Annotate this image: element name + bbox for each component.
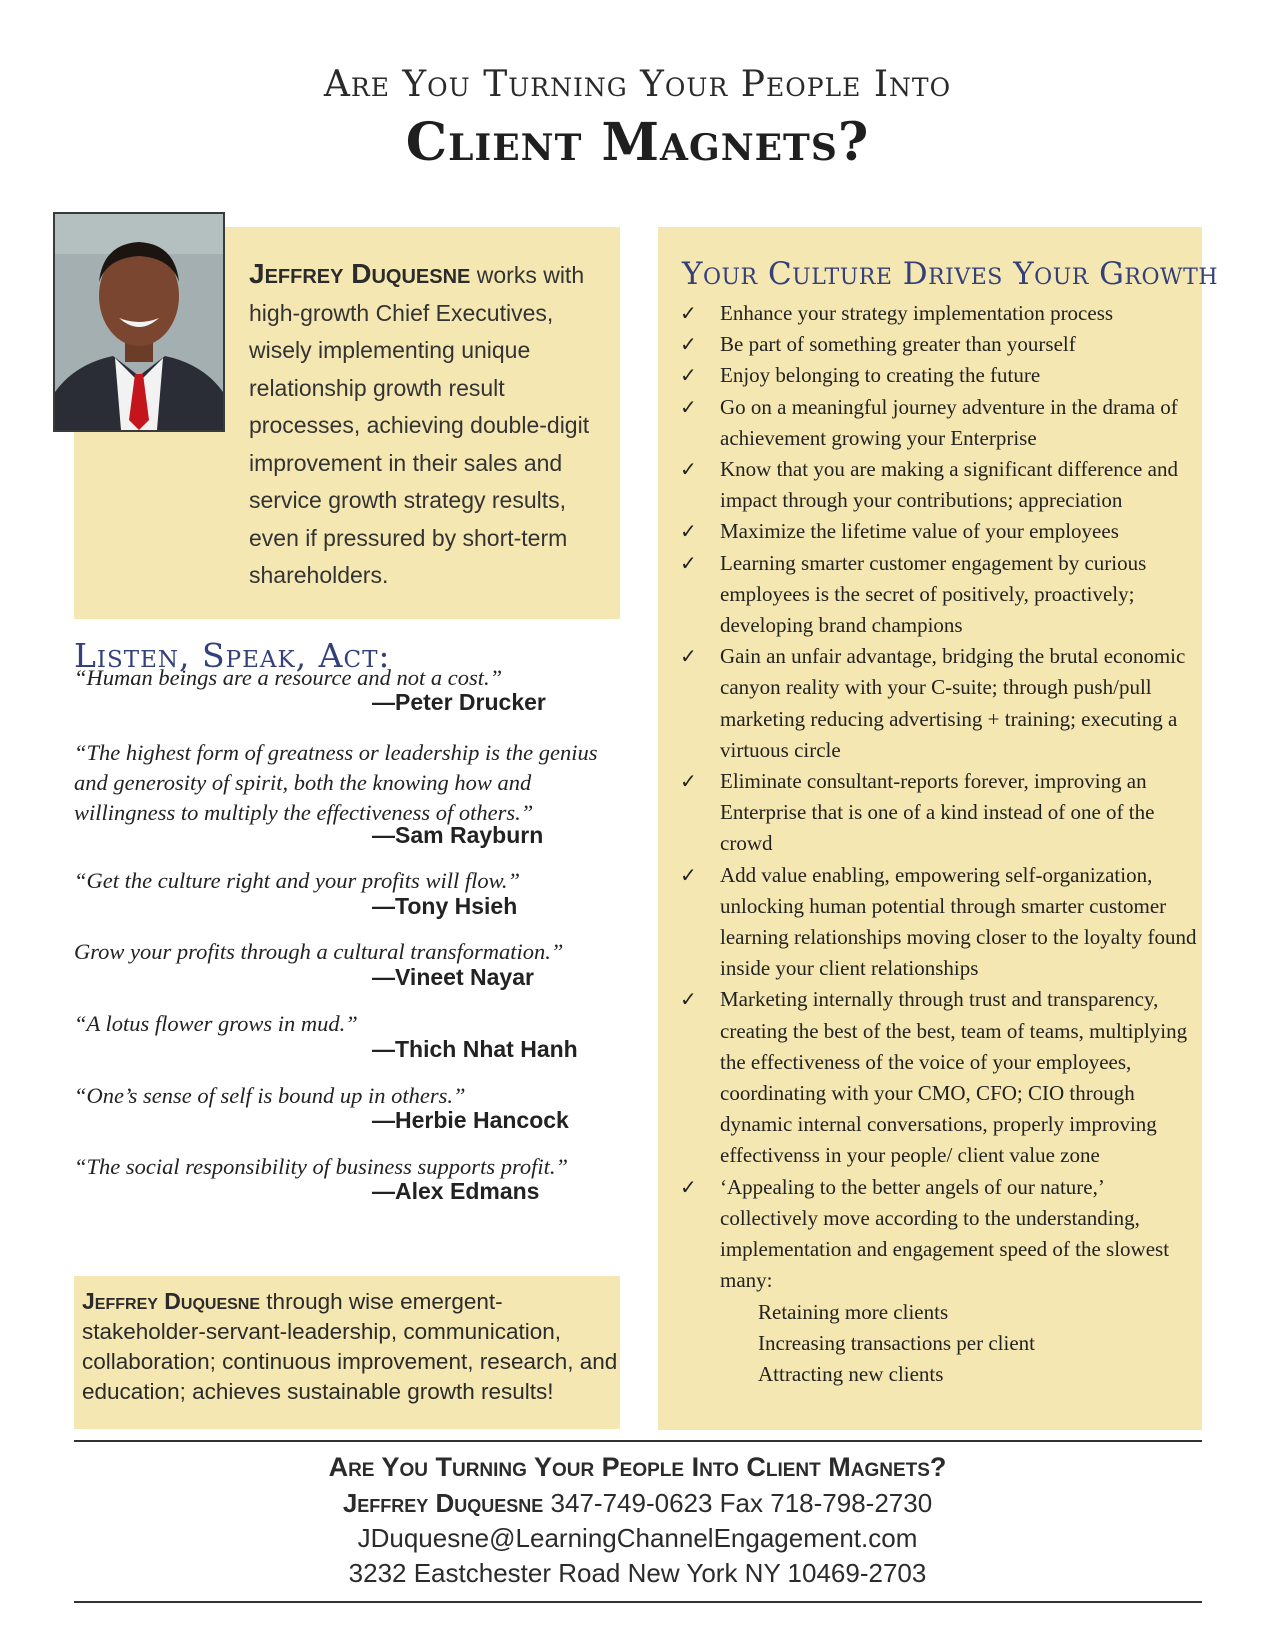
quote-author: —Sam Rayburn bbox=[372, 822, 544, 848]
quote-text: “Get the culture right and your profits will flow.” bbox=[74, 868, 521, 893]
sub-list-item: Retaining more clients bbox=[758, 1299, 949, 1324]
sub-list bbox=[720, 1297, 1200, 1391]
portrait-photo bbox=[53, 212, 225, 432]
quote-text: “The social responsibility of business supports profit.” bbox=[74, 1154, 569, 1179]
footer-phone: 347-749-0623 Fax 718-798-2730 bbox=[543, 1488, 933, 1518]
footer-name: Jeffrey Duquesne bbox=[342, 1488, 544, 1518]
quote-author: —Peter Drucker bbox=[372, 689, 546, 715]
footer-address: 3232 Eastchester Road New York NY 10469-2703 bbox=[348, 1558, 927, 1588]
list-item: ✓ Enhance your strategy implementation process bbox=[680, 298, 1200, 329]
quote-author: —Herbie Hancock bbox=[372, 1107, 569, 1133]
bio-description: works with high-growth Chief Executives, wisely implementing unique relationship growth result processes, achieving double-digit improvement in their sales and service growth strategy results, even if pressured by short-term shareholders. bbox=[249, 262, 590, 588]
list-item: ✓ Learning smarter customer engagement by curious employees is the secret of positively, proactively; developing brand champions bbox=[680, 548, 1200, 642]
bio-text bbox=[249, 255, 621, 595]
footer-divider-top bbox=[74, 1440, 1202, 1442]
summary-name: Jeffrey Duquesne bbox=[82, 1288, 261, 1314]
footer-divider-bottom bbox=[74, 1601, 1202, 1603]
culture-heading: Your Culture Drives Your Growth bbox=[682, 256, 1219, 292]
quote-author: —Vineet Nayar bbox=[372, 964, 534, 990]
summary-text bbox=[82, 1286, 622, 1407]
checkmark-icon: ✓ bbox=[680, 644, 697, 669]
sub-list-item: Attracting new clients bbox=[758, 1361, 944, 1386]
checkmark-icon: ✓ bbox=[680, 332, 697, 357]
quote-author: —Alex Edmans bbox=[372, 1178, 540, 1204]
quote-text: Grow your profits through a cultural transformation.” bbox=[74, 939, 564, 964]
quote-author: —Tony Hsieh bbox=[372, 893, 518, 919]
page-title-line2: Client Magnets? bbox=[405, 112, 870, 173]
list-item: ✓ Marketing internally through trust and transparency, creating the best of the best, team of teams, multiplying the effectiveness of the voice of your employees, coordinating with your CMO, CFO; CIO through dynamic internal conversations, properly improving effectivenss in your people/ client value zone bbox=[680, 984, 1200, 1171]
checkmark-icon: ✓ bbox=[680, 550, 697, 575]
checkmark-icon: ✓ bbox=[680, 987, 697, 1012]
listen-speak-act-heading: Listen, Speak, Act: bbox=[74, 636, 391, 675]
list-item: ✓ Enjoy belonging to creating the future bbox=[680, 360, 1200, 391]
quote-text: “The highest form of greatness or leadership is the genius and generosity of spirit, both the knowing how and willingness to multiply the effectiveness of others.” bbox=[74, 740, 598, 825]
quote-text: “One’s sense of self is bound up in others.” bbox=[74, 1083, 466, 1108]
checkmark-icon: ✓ bbox=[680, 363, 697, 388]
quote-text: “A lotus flower grows in mud.” bbox=[74, 1011, 358, 1036]
checkmark-icon: ✓ bbox=[680, 301, 697, 325]
checkmark-icon: ✓ bbox=[680, 394, 697, 419]
list-item: ✓ Add value enabling, empowering self-organization, unlocking human potential through smarter customer learning relationships moving closer to the loyalty found inside your client relationships bbox=[680, 860, 1200, 985]
quote-text: “Human beings are a resource and not a cost.” bbox=[74, 665, 503, 690]
checkmark-icon: ✓ bbox=[680, 769, 697, 794]
list-item: ✓ Go on a meaningful journey adventure in the drama of achievement growing your Enterprise bbox=[680, 392, 1200, 454]
checkmark-icon: ✓ bbox=[680, 519, 697, 544]
list-item: ✓ Gain an unfair advantage, bridging the brutal economic canyon reality with your C-suite; through push/pull marketing reducing advertising + training; executing a virtuous circle bbox=[680, 641, 1200, 766]
summary-description: through wise emergent-stakeholder-servant-leadership, communication, collaboration; continuous improvement, research, and education; achieves sustainable growth results! bbox=[82, 1289, 618, 1404]
list-item: ✓ Know that you are making a significant difference and impact through your contributions; appreciation bbox=[680, 454, 1200, 516]
page-title-line1: Are You Turning Your People Into bbox=[323, 64, 952, 105]
footer-contact bbox=[0, 1488, 1275, 1519]
sub-list-item: Increasing transactions per client bbox=[758, 1330, 1035, 1355]
culture-list bbox=[680, 298, 1200, 1390]
checkmark-icon: ✓ bbox=[680, 1174, 697, 1199]
list-item: ✓ ‘Appealing to the better angels of our nature,’ collectively move according to the understanding, implementation and engagement speed of the slowest many: Retaining more clients Increasing transactions per client Attracting new clients bbox=[680, 1172, 1200, 1390]
footer-title: Are You Turning Your People Into Client Magnets? bbox=[328, 1452, 947, 1482]
checkmark-icon: ✓ bbox=[680, 862, 697, 887]
checkmark-icon: ✓ bbox=[680, 457, 697, 482]
footer-email: JDuquesne@LearningChannelEngagement.com bbox=[357, 1523, 918, 1553]
list-item: ✓ Maximize the lifetime value of your employees bbox=[680, 516, 1200, 547]
bio-name: Jeffrey Duquesne bbox=[249, 258, 471, 289]
list-item: ✓ Eliminate consultant-reports forever, improving an Enterprise that is one of a kind instead of one of the crowd bbox=[680, 766, 1200, 860]
list-item: ✓ Be part of something greater than yourself bbox=[680, 329, 1200, 360]
quote-author: —Thich Nhat Hanh bbox=[372, 1036, 578, 1062]
